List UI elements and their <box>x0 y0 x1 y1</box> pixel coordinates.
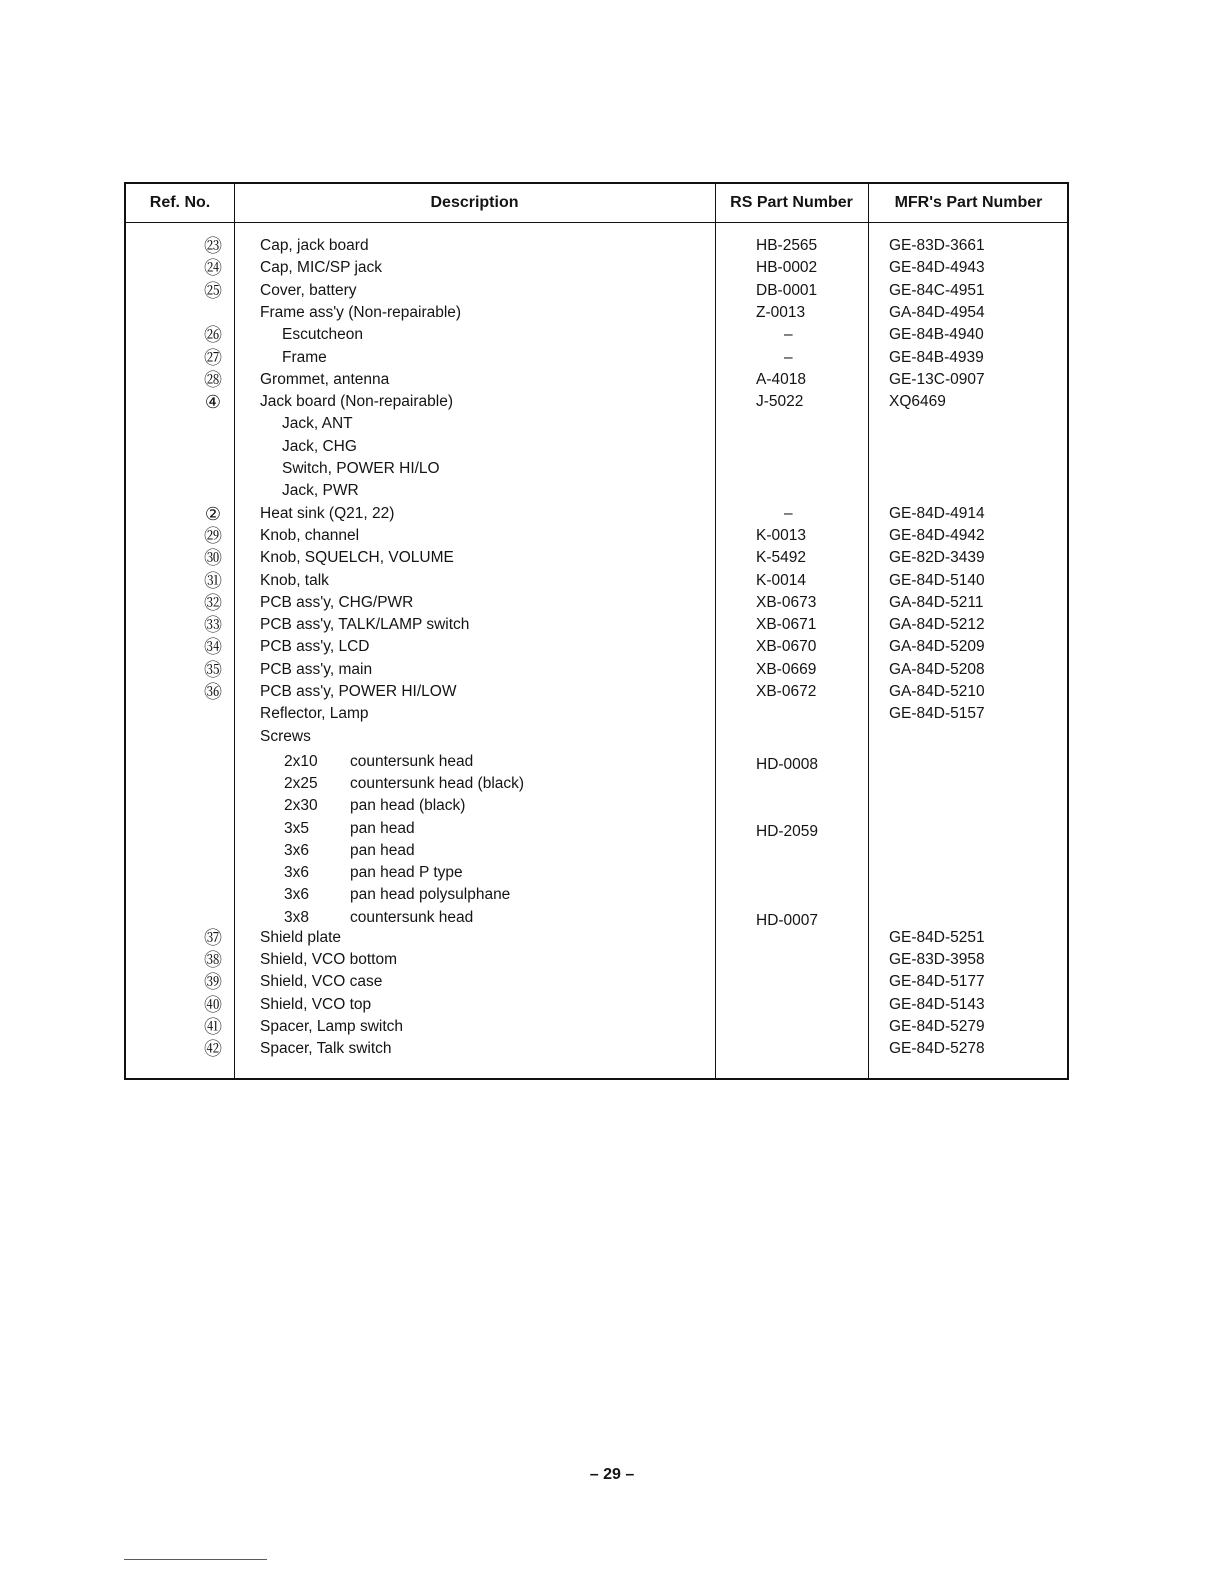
part-description: pan head polysulphane <box>350 886 511 904</box>
ref-number: ㉙ <box>204 525 222 546</box>
ref-number: ㉗ <box>204 347 222 368</box>
part-description: countersunk head <box>350 908 474 926</box>
table-row <box>126 840 1067 862</box>
table-row <box>126 614 1067 636</box>
part-description: PCB ass'y, main <box>260 660 373 678</box>
part-description: Knob, SQUELCH, VOLUME <box>260 549 454 567</box>
ref-number: ㊱ <box>204 682 222 702</box>
table-row <box>126 795 1067 817</box>
mfr-part-number: GE-84D-5177 <box>889 973 985 991</box>
rs-part-number: – <box>784 326 793 344</box>
table-row <box>126 347 1067 369</box>
part-description: Switch, POWER HI/LO <box>282 460 440 477</box>
table-row <box>126 1016 1067 1038</box>
rs-part-number: HB-2565 <box>756 237 818 254</box>
part-description: Cap, jack board <box>260 237 369 254</box>
part-description: Jack, PWR <box>282 482 359 500</box>
ref-number: ㉔ <box>204 258 222 279</box>
table-row <box>126 949 1067 971</box>
screw-size: 2x30 <box>284 797 318 815</box>
table-row <box>126 436 1067 458</box>
mfr-part-number: GE-84B-4939 <box>889 348 984 366</box>
part-description: Reflector, Lamp <box>260 705 369 723</box>
ref-number: ② <box>204 503 222 524</box>
part-description: Frame ass'y (Non-repairable) <box>260 303 462 321</box>
table-row <box>126 280 1067 302</box>
screw-size: 2x25 <box>284 774 318 792</box>
rs-part-number: J-5022 <box>756 393 804 411</box>
part-description: Shield, VCO top <box>260 995 372 1013</box>
mfr-part-number: GA-84D-5208 <box>889 660 985 678</box>
part-description: pan head <box>350 819 415 837</box>
ref-number: ㊲ <box>204 927 222 948</box>
table-row <box>126 862 1067 884</box>
table-row <box>126 480 1067 502</box>
table-row <box>126 458 1067 480</box>
table-row <box>126 503 1067 525</box>
part-description: Spacer, Talk switch <box>260 1040 392 1058</box>
part-description: pan head (black) <box>350 797 466 815</box>
header-ref-no: Ref. No. <box>149 194 211 211</box>
screw-size: 3x6 <box>284 841 309 859</box>
table-row <box>126 773 1067 795</box>
rs-part-number: XB-0672 <box>756 683 817 700</box>
part-description: Spacer, Lamp switch <box>260 1017 404 1035</box>
table-row <box>126 726 1067 748</box>
screw-size: 3x6 <box>284 886 309 904</box>
part-description: PCB ass'y, POWER HI/LOW <box>260 683 457 700</box>
rs-part-number: Z-0013 <box>756 303 806 321</box>
rs-part-number: XB-0671 <box>756 616 817 634</box>
header-description: Description <box>430 194 519 211</box>
mfr-part-number: GE-84D-5279 <box>889 1017 985 1035</box>
mfr-part-number: GE-84D-5278 <box>889 1040 985 1058</box>
rs-part-number: – <box>784 504 793 522</box>
ref-number: ㊵ <box>204 994 222 1015</box>
table-row <box>126 818 1067 840</box>
part-description: PCB ass'y, LCD <box>260 638 370 656</box>
mfr-part-number: GA-84D-4954 <box>889 303 985 321</box>
ref-number: ㊷ <box>204 1039 222 1060</box>
ref-number: ㉟ <box>204 659 222 680</box>
table-row <box>126 703 1067 725</box>
header-divider <box>126 222 1067 223</box>
mfr-part-number: GE-84D-5143 <box>889 995 985 1013</box>
rs-part-number: HB-0002 <box>756 259 818 277</box>
rs-part-number: HD-0007 <box>756 911 819 929</box>
mfr-part-number: GA-84D-5211 <box>889 593 984 611</box>
ref-number: ㉘ <box>204 369 222 390</box>
mfr-part-number: GA-84D-5209 <box>889 638 985 656</box>
part-description: PCB ass'y, TALK/LAMP switch <box>260 616 470 634</box>
part-description: Shield, VCO case <box>260 973 383 991</box>
screw-size: 3x5 <box>284 819 309 837</box>
mfr-part-number: GE-84D-4914 <box>889 504 985 522</box>
table-row <box>126 884 1067 906</box>
table-row <box>126 547 1067 569</box>
rs-part-number: HD-0008 <box>756 755 819 773</box>
rs-part-number: XB-0669 <box>756 660 817 678</box>
part-description: Jack, ANT <box>282 415 353 433</box>
header-mfr-part-number: MFR's Part Number <box>894 194 1043 211</box>
rs-part-number: K-0014 <box>756 571 806 589</box>
table-row <box>126 636 1067 658</box>
ref-number: ㉖ <box>204 325 222 346</box>
table-row <box>126 751 1067 773</box>
part-description: Heat sink (Q21, 22) <box>260 504 395 522</box>
rs-part-number: HD-2059 <box>756 822 819 840</box>
table-row <box>126 659 1067 681</box>
part-description: countersunk head <box>350 752 474 770</box>
part-description: Knob, talk <box>260 571 329 589</box>
mfr-part-number: GE-84D-4942 <box>889 526 985 544</box>
table-row <box>126 570 1067 592</box>
ref-number: ④ <box>204 392 222 413</box>
part-description: PCB ass'y, CHG/PWR <box>260 593 414 611</box>
mfr-part-number: GE-84D-4943 <box>889 259 985 277</box>
part-description: Frame <box>282 348 327 366</box>
footer-rule <box>124 1559 267 1560</box>
part-description: Shield plate <box>260 928 342 946</box>
rs-part-number: K-5492 <box>756 549 806 567</box>
mfr-part-number: XQ6469 <box>889 393 946 411</box>
rs-part-number: – <box>784 348 793 366</box>
rs-part-number: DB-0001 <box>756 281 818 299</box>
table-row <box>126 525 1067 547</box>
part-description: Jack, CHG <box>282 437 357 455</box>
mfr-part-number: GE-83D-3661 <box>889 237 985 254</box>
mfr-part-number: GE-84B-4940 <box>889 326 984 344</box>
table-row <box>126 994 1067 1016</box>
header-rs-part-number: RS Part Number <box>730 194 853 211</box>
ref-number: ㉚ <box>204 548 222 569</box>
table-row <box>126 302 1067 324</box>
screw-size: 3x8 <box>284 908 309 926</box>
part-description: countersunk head (black) <box>350 774 525 792</box>
part-description: Knob, channel <box>260 526 360 544</box>
ref-number: ㊴ <box>204 972 222 993</box>
part-description: pan head P type <box>350 864 463 882</box>
ref-number: ㊶ <box>204 1016 222 1037</box>
screw-size: 2x10 <box>284 752 318 770</box>
mfr-part-number: GE-84D-5251 <box>889 928 985 946</box>
table-row <box>126 324 1067 346</box>
rs-part-number: A-4018 <box>756 370 806 388</box>
table-row <box>126 907 1067 929</box>
page-number: – 29 – <box>589 1466 635 1483</box>
parts-list-table <box>124 182 1069 1080</box>
part-description: Shield, VCO bottom <box>260 951 397 968</box>
mfr-part-number: GE-84C-4951 <box>889 281 985 299</box>
part-description: Cover, battery <box>260 281 357 299</box>
part-description: pan head <box>350 841 415 859</box>
mfr-part-number: GE-84D-5157 <box>889 705 985 723</box>
table-row <box>126 235 1067 257</box>
part-description: Grommet, antenna <box>260 370 390 388</box>
table-row <box>126 369 1067 391</box>
ref-number: ㉕ <box>204 280 222 301</box>
part-description: Escutcheon <box>282 326 363 344</box>
ref-number: ㉛ <box>204 570 222 591</box>
rs-part-number: K-0013 <box>756 526 806 544</box>
table-row <box>126 927 1067 949</box>
ref-number: ㉜ <box>204 592 222 613</box>
table-row <box>126 971 1067 993</box>
part-description: Cap, MIC/SP jack <box>260 259 383 277</box>
mfr-part-number: GA-84D-5212 <box>889 616 985 634</box>
part-description: Jack board (Non-repairable) <box>260 393 453 411</box>
ref-number: ㉝ <box>204 615 222 636</box>
ref-number: ㊳ <box>204 950 222 970</box>
mfr-part-number: GE-83D-3958 <box>889 951 985 968</box>
table-row <box>126 1038 1067 1060</box>
table-row <box>126 681 1067 703</box>
rs-part-number: XB-0670 <box>756 638 817 656</box>
table-row <box>126 257 1067 279</box>
screw-size: 3x6 <box>284 864 309 882</box>
ref-number: ㉓ <box>204 236 222 256</box>
table-row <box>126 413 1067 435</box>
table-row <box>126 592 1067 614</box>
mfr-part-number: GA-84D-5210 <box>889 683 985 700</box>
mfr-part-number: GE-13C-0907 <box>889 370 985 388</box>
rs-part-number: XB-0673 <box>756 593 817 611</box>
table-row <box>126 391 1067 413</box>
part-description: Screws <box>260 727 311 745</box>
ref-number: ㉞ <box>204 637 222 658</box>
mfr-part-number: GE-82D-3439 <box>889 549 985 567</box>
mfr-part-number: GE-84D-5140 <box>889 571 985 589</box>
